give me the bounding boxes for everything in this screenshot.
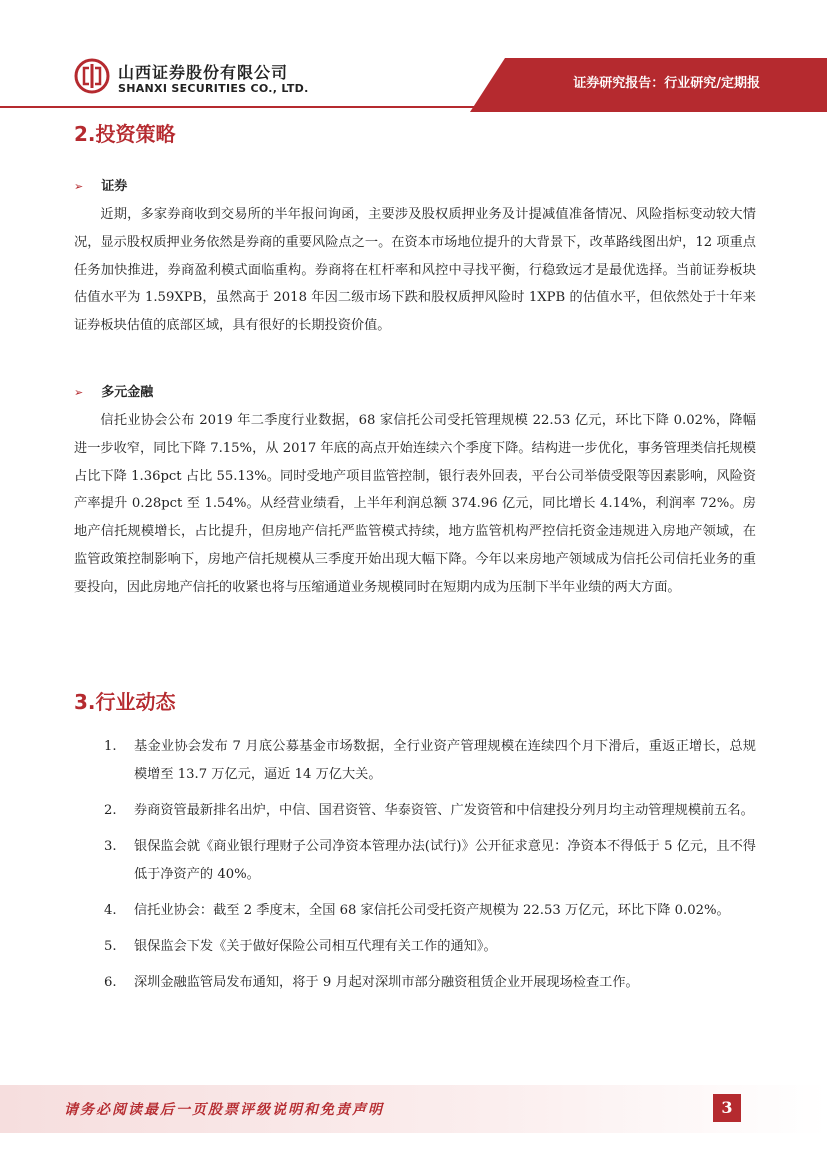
list-item-number: 6.	[104, 975, 117, 990]
list-item	[74, 969, 756, 997]
arrow-bullet-icon: ➢	[74, 180, 84, 193]
subsection-label: 证券	[101, 179, 128, 194]
list-item-number: 5.	[104, 939, 117, 954]
list-item-text: 银保监会下发《关于做好保险公司相互代理有关工作的通知》。	[134, 939, 497, 954]
list-item-text: 信托业协会：截至 2 季度末，全国 68 家信托公司受托资产规模为 22.53 万亿元，环比下降 0.02%。	[134, 903, 730, 918]
list-item	[74, 733, 756, 789]
list-item-number: 2.	[104, 803, 117, 818]
list-item-text: 深圳金融监管局发布通知，将于 9 月起对深圳市部分融资租赁企业开展现场检查工作。	[134, 975, 639, 990]
list-item	[74, 897, 756, 925]
section-title-investment-strategy: 2.投资策略	[74, 122, 176, 146]
securities-paragraph: 近期，多家券商收到交易所的半年报问询函，主要涉及股权质押业务及计提减值准备情况、风险指标变动较大情况，显示股权质押业务依然是券商的重要风险点之一。在资本市场地位提升的大背景下，改革路线图出炉，12 项重点任务加快推进，券商盈利模式面临重构。券商将在杠杆率和风控中寻找平衡，行稳致远才是最优选择。当前证券板块估值水平为 1.59XPB，虽然高于 2018 年因二级市场下跌和股权质押风险时 1XPB 的估值水平，但依然处于十年来证券板块估值的底部区域，具有很好的长期投资价值。	[74, 207, 756, 334]
list-item	[74, 833, 756, 889]
page-number: 3	[713, 1094, 741, 1122]
page-header	[0, 0, 827, 112]
industry-news-list	[74, 733, 756, 997]
list-item	[74, 797, 756, 825]
diversified-finance-paragraph: 信托业协会公布 2019 年二季度行业数据，68 家信托公司受托管理规模 22.53 亿元，环比下降 0.02%，降幅进一步收窄，同比下降 7.15%，从 2017 年底的高点开始连续六个季度下降。结构进一步优化，事务管理类信托规模占比下降 1.36pct 占比 55.13%。同时受地产项目监管控制，银行表外回表，平台公司举债受限等因素影响，风险资产率提升 0.28pct 至 1.54%。从经营业绩看，上半年利润总额 374.96 亿元，同比增长 4.14%，利润率 72%。房地产信托规模增长，占比提升，但房地产信托严监管模式持续，地方监管机构严控信托资金违规进入房地产领域，在监管政策控制影响下，房地产信托规模从三季度开始出现大幅下降。今年以来房地产领域成为信托公司信托业务的重要投向，因此房地产信托的收紧也将与压缩通道业务规模同时在短期内成为压制下半年业绩的两大方面。	[74, 413, 756, 595]
subsection-heading-securities	[74, 175, 127, 194]
list-item	[74, 933, 756, 961]
list-item-text: 基金业协会发布 7 月底公募基金市场数据，全行业资产管理规模在连续四个月下滑后，重返正增长，总规模增至 13.7 万亿元，逼近 14 万亿大关。	[134, 739, 756, 782]
list-item-text: 银保监会就《商业银行理财子公司净资本管理办法(试行)》公开征求意见：净资本不得低于 5 亿元，且不得低于净资产的 40%。	[134, 839, 756, 882]
report-type: 证券研究报告：行业研究/定期报	[573, 76, 760, 91]
list-item-number: 3.	[104, 839, 117, 854]
section-title-industry-news: 3.行业动态	[74, 690, 176, 714]
company-name-en: SHANXI SECURITIES CO., LTD.	[118, 82, 309, 95]
arrow-bullet-icon: ➢	[74, 386, 84, 399]
list-item-number: 1.	[104, 739, 117, 754]
subsection-label: 多元金融	[101, 385, 154, 400]
header-banner	[0, 0, 827, 112]
footer-disclaimer: 请务必阅读最后一页股票评级说明和免责声明	[64, 1102, 384, 1118]
company-name-cn: 山西证券股份有限公司	[118, 63, 289, 82]
company-logo-icon	[74, 58, 110, 94]
subsection-heading-diversified-finance	[74, 381, 153, 400]
list-item-text: 券商资管最新排名出炉，中信、国君资管、华泰资管、广发资管和中信建投分列月均主动管理规模前五名。	[134, 803, 754, 818]
list-item-number: 4.	[104, 903, 117, 918]
